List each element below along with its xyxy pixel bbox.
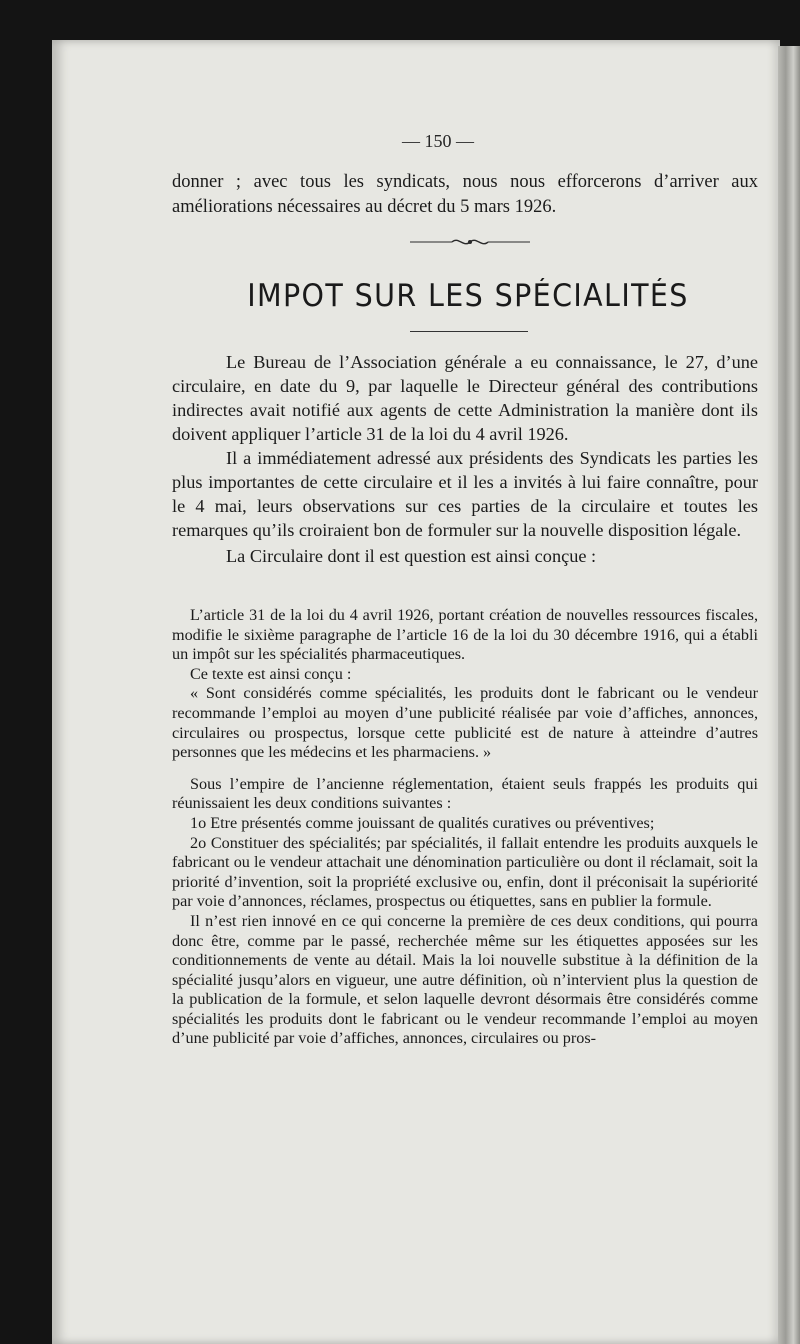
- excerpt-paragraph-3: Sous l’empire de l’ancienne réglementation, étaient seuls frappés les produits qui réunissaient les deux conditions suivantes :: [172, 774, 758, 813]
- excerpt-quote: « Sont considérés comme spécialités, les produits dont le fabricant ou le vendeur recommande l’emploi au moyen d’une publicité réalisée par voie d’affiches, annonces, circulaires ou prospectus, lorsque cette publicité est de nature à atteindre d’autres personnes que les médecins et les pharmaciens. »: [172, 684, 758, 762]
- page-number: — 150 —: [402, 131, 474, 151]
- paragraph-2: Il a immédiatement adressé aux présidents des Syndicats les parties les plus importantes de cette circulaire et il les a invités à lui faire connaître, pour le 4 mai, leurs observations sur ces parties de la circulaire et toutes les remarques qu’ils croiraient bon de formuler sur la nouvelle disposition légale.: [172, 448, 758, 540]
- paragraph-3: La Circulaire dont il est question est ainsi conçue :: [226, 546, 597, 566]
- page-edge: [778, 46, 800, 1344]
- circular-excerpt: [172, 606, 758, 1049]
- body-text: [172, 350, 758, 568]
- section-title: IMPOT SUR LES SPÉCIALITÉS: [247, 278, 689, 314]
- lead-paragraph: [172, 170, 758, 220]
- excerpt-paragraph-4: Il n’est rien innové en ce qui concerne la première de ces deux conditions, qui pourra donc être, comme par le passé, recherchée même sur les étiquettes apposées sur les conditionnements de vente au détail. Mais la loi nouvelle substitue à la définition de la spécialité jusqu’alors en vigueur, une autre définition, où n’intervient plus la question de la publication de la formule, et selon laquelle devront désormais être considérés comme spécialités les produits dont le fabricant ou le vendeur recommande l’emploi au moyen d’une publicité par voie d’affiches, annonces, circulaires ou pros-: [172, 911, 758, 1048]
- paragraph-1: Le Bureau de l’Association générale a eu connaissance, le 27, d’une circulaire, en date du 9, par laquelle le Directeur général des contributions indirectes avait notifié aux agents de cette Administration la manière dont ils doivent appliquer l’article 31 de la loi du 4 avril 1926.: [172, 352, 758, 444]
- excerpt-paragraph-1: L’article 31 de la loi du 4 avril 1926, portant création de nouvelles ressources fiscales, modifie le sixième paragraphe de l’article 16 de la loi du 30 décembre 1916, qui a établi un impôt sur les spécialités pharmaceutiques.: [172, 606, 758, 664]
- lead-line-1: donner ; avec tous les syndicats, nous nous efforcerons d’arriver aux: [172, 172, 758, 192]
- lead-line-2: améliorations nécessaires au décret du 5 mars 1926.: [172, 197, 557, 217]
- ornament-divider: [410, 234, 530, 250]
- excerpt-paragraph-2: Ce texte est ainsi conçu :: [190, 664, 352, 683]
- condition-1: 1o Etre présentés comme jouissant de qualités curatives ou préventives;: [190, 813, 655, 832]
- condition-2: 2o Constituer des spécialités; par spécialités, il fallait entendre les produits auxquels le fabricant ou le vendeur attachait une dénomination particulière ou dont il réclamait, soit la priorité d’invention, soit la propriété exclusive ou, enfin, dont il préconisait la supériorité par voie d’annonces, réclames, prospectus ou étiquettes, sans en publier la formule.: [172, 833, 758, 911]
- title-rule: [410, 331, 528, 332]
